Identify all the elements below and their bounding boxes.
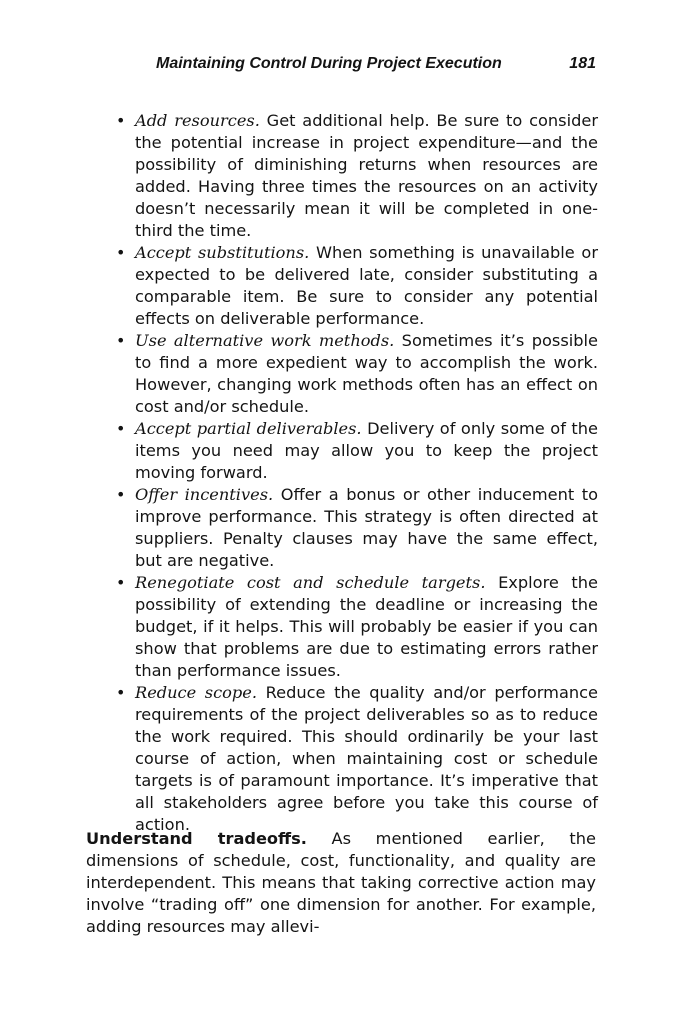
list-item — [114, 110, 598, 242]
list-item-text: Reduce the quality and/or performance requirements of the project deliverables so as to reduce the work required. This should ordinarily be your last course of action, when maintaining cost or schedule targets is of paramount importance. It’s imperative that all stakeholders agree before you take this course of action. — [135, 683, 598, 834]
corrective-actions-list — [114, 110, 598, 836]
bullet-icon: • — [116, 485, 126, 504]
list-item — [114, 330, 598, 418]
list-item-term: Accept substitutions. — [135, 243, 310, 262]
list-item-text: Sometimes it’s possible to find a more expedient way to accomplish the work. However, changing work methods often has an effect on cost and/or schedule. — [135, 331, 598, 416]
list-item — [114, 242, 598, 330]
run-in-heading: Understand tradeoffs. — [86, 829, 307, 848]
list-item-term: Use alternative work methods. — [135, 331, 395, 350]
list-item-term: Renegotiate cost and schedule targets. — [135, 573, 486, 592]
list-item-text: Get additional help. Be sure to consider the potential increase in project expenditure—and the possibility of diminishing returns when resources are added. Having three times the resources on an activity doesn’t necessarily mean it will be completed in one-third the time. — [135, 111, 598, 240]
bullet-icon: • — [116, 331, 126, 350]
bullet-icon: • — [116, 243, 126, 262]
bullet-icon: • — [116, 419, 126, 438]
bullet-icon: • — [116, 573, 126, 592]
running-head — [156, 53, 596, 77]
bullet-icon: • — [116, 683, 126, 702]
running-head-title: Maintaining Control During Project Execution — [156, 55, 502, 72]
list-item — [114, 418, 598, 484]
list-item — [114, 484, 598, 572]
list-item-text: Delivery of only some of the items you need may allow you to keep the project moving forward. — [135, 419, 598, 482]
list-item — [114, 682, 598, 836]
list-item-term: Offer incentives. — [135, 485, 274, 504]
list-item-term: Add resources. — [135, 111, 260, 130]
list-item-text: Explore the possibility of extending the deadline or increasing the budget, if it helps. This will probably be easier if you can show that problems are due to estimating errors rather than performance issues. — [135, 573, 598, 680]
list-item — [114, 572, 598, 682]
list-item-term: Reduce scope. — [135, 683, 258, 702]
list-item-text: When something is unavailable or expected to be delivered late, consider substituting a comparable item. Be sure to consider any potential effects on deliverable performance. — [135, 243, 598, 328]
bullet-icon: • — [116, 111, 126, 130]
list-item-text: Offer a bonus or other inducement to improve performance. This strategy is often directed at suppliers. Penalty clauses may have the same effect, but are negative. — [135, 485, 598, 570]
list-item-term: Accept partial deliverables. — [135, 419, 362, 438]
page-number: 181 — [569, 55, 596, 72]
tradeoffs-paragraph — [86, 828, 596, 938]
paragraph-text: As mentioned earlier, the dimensions of schedule, cost, functionality, and quality are interdependent. This means that taking corrective action may involve “trading off” one dimension for another. For example, adding resources may allevi- — [86, 829, 596, 936]
